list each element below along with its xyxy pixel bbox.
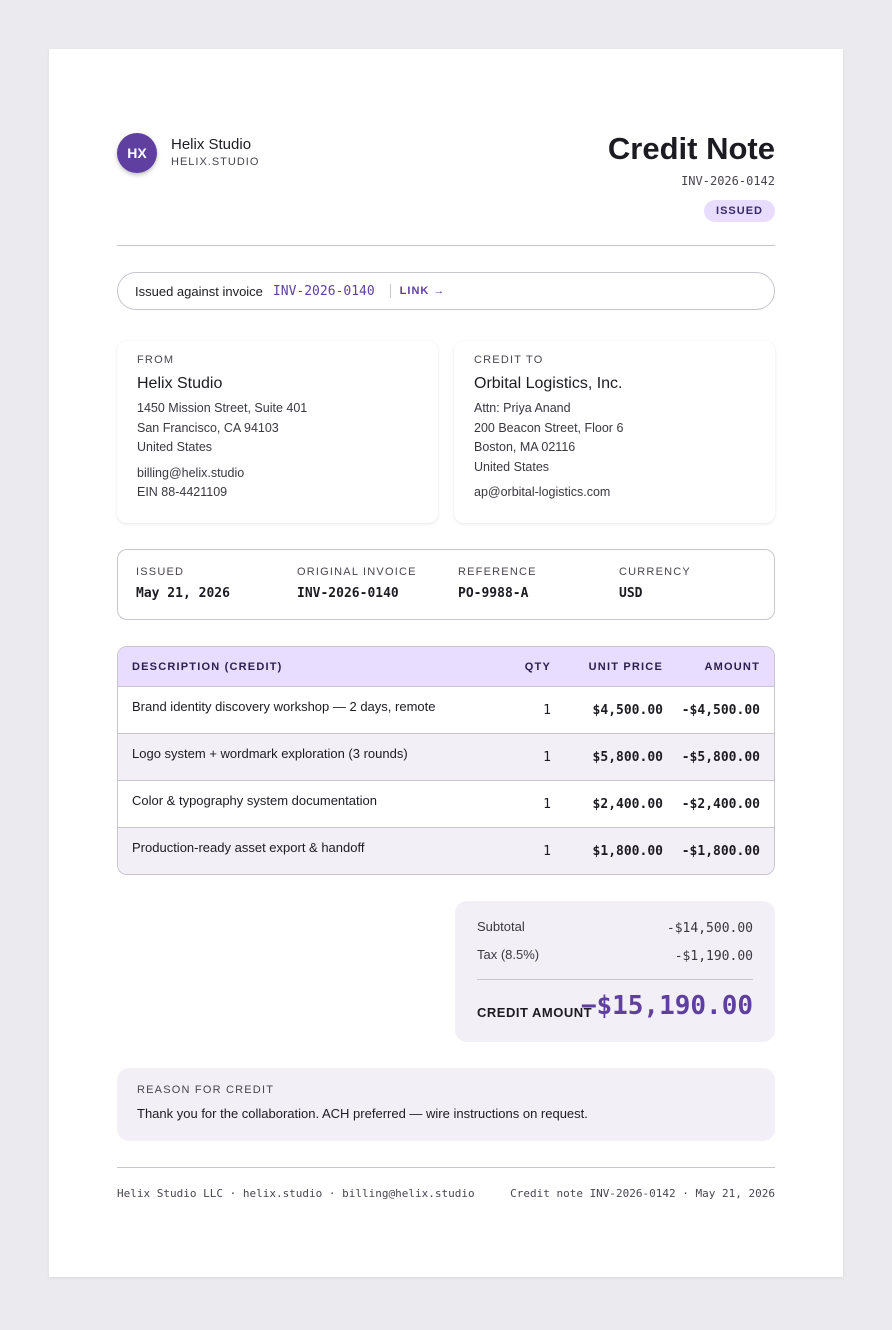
row-amount: -$1,800.00 xyxy=(681,844,760,859)
row-description: Logo system + wordmark exploration (3 rounds) xyxy=(132,745,408,761)
reason-panel xyxy=(117,1068,775,1141)
meta-label: ISSUED xyxy=(136,566,185,578)
totals-panel xyxy=(455,901,775,1042)
table-row xyxy=(118,687,774,734)
table-row xyxy=(118,828,774,875)
credit-to-card xyxy=(454,341,775,523)
meta-original-invoice xyxy=(297,566,417,601)
meta-value: May 21, 2026 xyxy=(136,586,230,601)
brand-name: Helix Studio xyxy=(171,136,252,153)
from-label: FROM xyxy=(137,354,175,366)
row-description: Color & typography system documentation xyxy=(132,792,377,808)
from-email: billing@helix.studio xyxy=(137,465,245,480)
document-number: INV-2026-0142 xyxy=(681,174,775,188)
row-amount: -$5,800.00 xyxy=(681,749,760,765)
credit-to-name: Orbital Logistics, Inc. xyxy=(474,375,623,392)
issued-against-invoice: INV-2026-0140 xyxy=(272,283,375,299)
issued-against-label: Issued against invoice xyxy=(135,283,263,299)
header-description: DESCRIPTION (CREDIT) xyxy=(132,660,283,673)
footer-company: Helix Studio LLC · helix.studio · billing@helix.studio xyxy=(117,1187,475,1200)
meta-currency xyxy=(619,566,691,601)
header-qty: QTY xyxy=(524,660,551,673)
table-row xyxy=(118,781,774,828)
meta-label: REFERENCE xyxy=(458,566,537,578)
issued-against-bar xyxy=(117,272,775,310)
row-description: Brand identity discovery workshop — 2 days, remote xyxy=(132,698,436,714)
status-badge: ISSUED xyxy=(704,200,775,222)
row-unit-price: $2,400.00 xyxy=(592,796,663,812)
credit-to-label: CREDIT TO xyxy=(474,354,544,366)
reason-text: Thank you for the collaboration. ACH preferred — wire instructions on request. xyxy=(137,1106,588,1121)
row-description: Production-ready asset export & handoff xyxy=(132,840,365,855)
tax-value: -$1,190.00 xyxy=(674,949,753,964)
from-ein: EIN 88-4421109 xyxy=(137,485,228,499)
footer-divider xyxy=(117,1167,775,1168)
from-card xyxy=(117,341,438,523)
meta-value: PO-9988-A xyxy=(458,586,529,601)
header-amount: AMOUNT xyxy=(704,660,760,673)
subtotal-value: -$14,500.00 xyxy=(666,921,753,936)
meta-reference xyxy=(458,566,537,601)
row-qty: 1 xyxy=(543,749,551,765)
meta-value: INV-2026-0140 xyxy=(297,586,399,601)
row-unit-price: $5,800.00 xyxy=(592,749,663,765)
row-qty: 1 xyxy=(543,796,551,812)
from-name: Helix Studio xyxy=(137,375,223,392)
footer-document-ref: Credit note INV-2026-0142 · May 21, 2026 xyxy=(510,1187,775,1200)
subtotal-label: Subtotal xyxy=(477,919,525,934)
meta-bar xyxy=(117,549,775,620)
from-address-line: San Francisco, CA 94103 xyxy=(137,420,279,435)
row-amount: -$2,400.00 xyxy=(681,796,760,812)
totals-divider xyxy=(477,979,753,980)
row-amount: -$4,500.00 xyxy=(681,702,760,718)
credit-to-address-line: Boston, MA 02116 xyxy=(474,440,576,454)
header-unit-price: UNIT PRICE xyxy=(588,660,663,673)
row-qty: 1 xyxy=(543,702,551,718)
line-items-table xyxy=(117,646,775,875)
credit-to-email: ap@orbital-logistics.com xyxy=(474,485,611,499)
credit-to-address-line: United States xyxy=(474,459,550,474)
credit-amount-label: CREDIT AMOUNT xyxy=(477,1005,593,1020)
from-address-line: United States xyxy=(137,440,213,454)
row-qty: 1 xyxy=(543,844,551,859)
tax-label: Tax (8.5%) xyxy=(477,947,540,962)
meta-issued xyxy=(136,566,230,601)
brand-domain: HELIX.STUDIO xyxy=(171,156,260,168)
table-row xyxy=(118,734,774,781)
invoice-link[interactable]: LINK → xyxy=(399,285,446,297)
meta-label: ORIGINAL INVOICE xyxy=(297,566,417,578)
meta-value: USD xyxy=(619,586,643,601)
row-unit-price: $1,800.00 xyxy=(592,844,663,859)
document-title: Credit Note xyxy=(607,131,775,166)
meta-label: CURRENCY xyxy=(619,566,691,578)
table-header xyxy=(118,647,774,687)
from-address-line: 1450 Mission Street, Suite 401 xyxy=(137,401,308,415)
header-divider xyxy=(117,245,775,246)
credit-amount-value: −$15,190.00 xyxy=(580,991,753,1021)
row-unit-price: $4,500.00 xyxy=(592,702,663,718)
reason-label: REASON FOR CREDIT xyxy=(137,1084,275,1096)
brand-avatar: HX xyxy=(117,133,157,173)
credit-to-address-line: Attn: Priya Anand xyxy=(474,401,571,415)
credit-note-page xyxy=(49,49,843,1277)
issued-against-separator xyxy=(390,284,391,298)
credit-to-address-line: 200 Beacon Street, Floor 6 xyxy=(474,420,624,435)
